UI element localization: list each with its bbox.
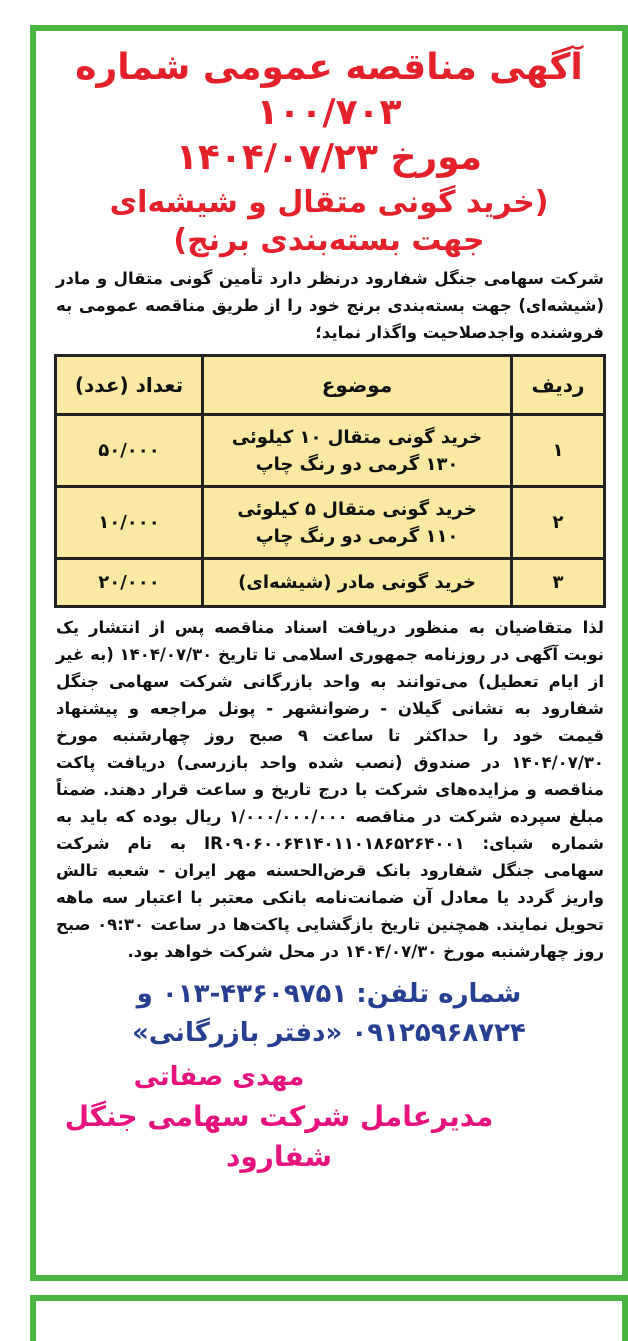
table-header <box>56 356 605 415</box>
signatory-position: مدیرعامل شرکت سهامی جنگل شفارود <box>64 1099 494 1174</box>
tender-notice <box>30 25 628 1281</box>
header-subject: موضوع <box>203 356 512 415</box>
notice-subject-2: جهت بسته‌بندی برنج) <box>173 222 485 258</box>
notice-date: مورخ ۱۴۰۴/۰۷/۲۳ <box>175 137 483 178</box>
row-quantity: ۲۰/۰۰۰ <box>56 559 203 607</box>
phone-line: شماره تلفن: ۴۳۶۰۹۷۵۱-۰۱۳ و <box>136 979 522 1009</box>
header-quantity: تعداد (عدد) <box>56 356 203 415</box>
mobile-line: ۰۹۱۲۵۹۶۸۷۲۴ «دفتر بازرگانی» <box>132 1018 526 1048</box>
items-table-wrapper <box>54 354 606 608</box>
subject-line: خرید گونی متقال ۵ کیلوئی <box>237 498 477 520</box>
next-notice-border <box>30 1295 628 1341</box>
row-number: ۱ <box>512 415 605 487</box>
row-subject <box>203 487 512 559</box>
row-subject: خرید گونی مادر (شیشه‌ای) <box>203 559 512 607</box>
header-row-number: ردیف <box>512 356 605 415</box>
signatory-name: مهدی صفاتی <box>133 1062 305 1092</box>
subject-line: ۱۳۰ گرمی دو رنگ چاپ <box>255 453 459 475</box>
table-row <box>56 487 605 559</box>
row-number: ۳ <box>512 559 605 607</box>
table-row <box>56 415 605 487</box>
subject-line: ۱۱۰ گرمی دو رنگ چاپ <box>255 525 459 547</box>
notice-subject: (خرید گونی متقال و شیشه‌ای <box>109 185 549 220</box>
row-number: ۲ <box>512 487 605 559</box>
body-paragraph: لذا متقاضیان به منظور دریافت اسناد مناقصه پس از انتشار یک نوبت آگهی در روزنامه جمهوری اسلامی تا تاریخ ۱۴۰۴/۰۷/۳۰ (به غیر از ایام تعطیل) می‌توانند به واحد بازرگانی شرکت سهامی جنگل شفارود به نشانی گیلان - رضوانشهر - پونل مراجعه و پیشنهاد قیمت خود را حداکثر تا ساعت ۹ صبح روز چهارشنبه مورخ ۱۴۰۴/۰۷/۳۰ در صندوق (نصب شده واحد بازرسی) دریافت پاکت مناقصه و مزایده‌های شرکت با درج تاریخ و ساعت قرار دهند. ضمناً مبلغ سپرده شرکت در مناقصه ۱/۰۰۰/۰۰۰/۰۰۰ ریال بوده که باید به شماره شبای: IR۰۹۰۶۰۰۶۴۱۴۰۱۱۰۱۸۶۵۲۶۴۰۰۱ به نام شرکت سهامی جنگل شفارود بانک قرض‌الحسنه مهر ایران - شعبه تالش واریز گردد یا معادل آن ضمانت‌نامه بانکی معتبر با اعتبار سه ماهه تحویل نمایند. همچنین تاریخ بازگشایی پاکت‌ها در ساعت ۰۹:۳۰ صبح روز چهارشنبه مورخ ۱۴۰۴/۰۷/۳۰ در محل شرکت خواهد بود. <box>56 618 605 961</box>
row-quantity: ۵۰/۰۰۰ <box>56 415 203 487</box>
notice-title: آگهی مناقصه عمومی شماره ۱۰۰/۷۰۳ <box>75 47 583 133</box>
row-quantity: ۱۰/۰۰۰ <box>56 487 203 559</box>
subject-line: خرید گونی متقال ۱۰ کیلوئی <box>231 426 483 448</box>
items-table <box>54 354 606 608</box>
row-subject <box>203 415 512 487</box>
table-row <box>56 559 605 607</box>
intro-paragraph: شرکت سهامی جنگل شفارود درنظر دارد تأمین گونی متقال و مادر (شیشه‌ای) جهت بسته‌بندی برنج خود را از طریق مناقصه عمومی به فروشنده واجدصلاحیت واگذار نماید؛ <box>56 269 604 342</box>
